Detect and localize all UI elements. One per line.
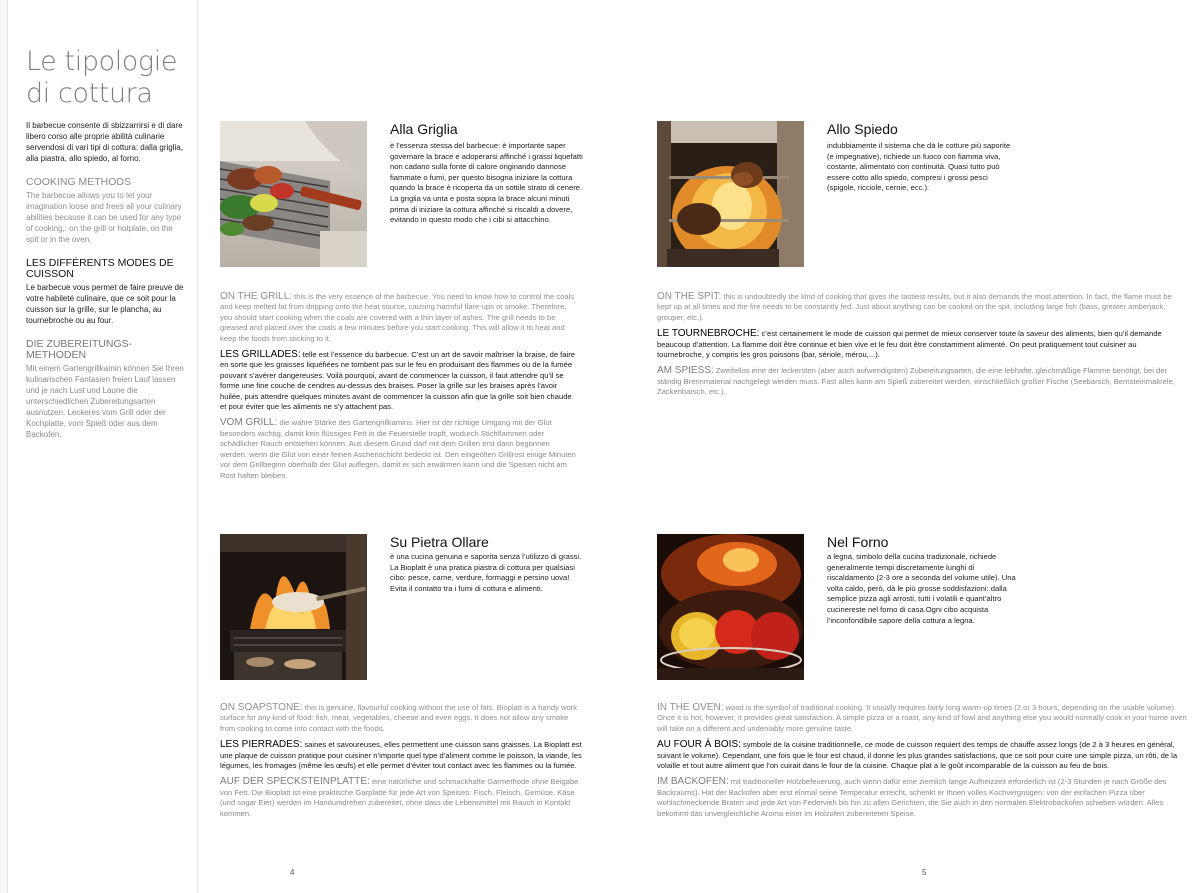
soapstone-german-text: eine natürliche und schmackhafte Garmethode ohne Beigabe von Fett. Die Bioplatt ist eine praktische Garplatte für jede Art von Speisen: Fisch, Fleisch, Gemüse, Käse (und sogar Eier) werden im Handumdrehen zubereitet, ohne dass die Lebensmittel mit Rauch in Kontakt kommen. — [220, 777, 579, 818]
intro-french — [26, 258, 186, 326]
oven-french-text: symbole de la cuisine traditionnelle, ce mode de cuisson requiert des temps de chauffe assez longs (de 2 à 3 heures en général, suivant le volume). Cependant, une fois que le four est chaud, il donne les plus grandes satisfactions, que ce soit pour cuire une simple pizza, un rôti, de la volaille et tout autre aliment que l’on cuirait dans le four de la cuisine. Chaque plat a le goût incomparable de la cuisson au feu de bois. — [657, 740, 1178, 771]
spit-italian-text: indubbiamente il sistema che dà le cotture più saporite (e impegnative), richiede un fuoco con fiamma viva, costante, alimentato con continuità. Quasi tutto può essere cotto allo spiedo, compresi i grossi pesci (spigole, ricciole, cernie, ecc.). — [827, 141, 1011, 193]
intro-italian: Il barbecue consente di sbizzarrirsi e di dare libero corso alle proprie abilità culinarie servendosi di vari tipi di cottura: dalla griglia, alla piastra, allo spiedo, al forno. — [26, 121, 183, 163]
soapstone-french — [220, 740, 582, 771]
intro-german-heading: DIE ZUBEREITUNGS-METHODEN — [26, 338, 133, 361]
oven-english-text: wood is the symbol of traditional cooking. It usually requires fairly long warm-up times (2 or 3 hours, depending on the usable volume). Once it is hot, however, it provides great satisfaction. A simple pizza or a roast, any kind of fowl and anything else you would normally cook in your home oven will take on a different and undeniably more genuine taste. — [657, 703, 1187, 733]
grill-photo — [220, 121, 367, 267]
intro-german-text: Mit einem Gartengrillkamin können Sie Ihren kulinarischen Fantasien freien Lauf lassen und je nach Lust und Laune die unterschiedlichen Zubereitungsarten ausnutzen: Leckeres vom Grill oder der Kochplatte, vom Spieß oder aus dem Backofen. — [26, 364, 184, 439]
oven-german — [657, 777, 1189, 819]
oven-german-text: mit traditioneller Holzbefeuerung, auch wenn dafür eine ziemlich lange Aufheizzeit erforderlich ist (2-3 Stunden je nach Größe des Backraums). Hat der Backofen aber erst einmal seine Temperatur erreicht, schenkt er Ihnen volles Kochvergnügen: von der einfachen Pizza über wohlschmeckende Braten und jede Art von Federvieh bis hin zu allen Gerichten, die Sie auch in den normalen Elektrobackofen schieben würden. Alles bekommt das unvergleichliche Aroma einer im Holzofen zubereiteten Speise. — [657, 777, 1167, 818]
oven-title: Nel Forno — [827, 534, 889, 550]
grill-english-label: ON THE GRILL: — [220, 291, 293, 302]
spit-title: Allo Spiedo — [827, 121, 898, 137]
grill-german-text: die wahre Stärke des Gartengrillkamins. Hier ist der richtige Umgang mit der Glut besonders wichtig, damit kein flüssiges Fett in die Feuerstelle tropft, wodurch Stichflammen oder schädlicher Rauch entstehen können. Aus diesem Grund darf mit dem Grillen erst dann begonnen werden, wenn die Glut von einer feinen Aschenschicht bedeckt ist. Den eingeölten Grillrost einige Minuten vor dem Grillbeginn oberhalb der Glut auflegen, damit er sich erwärmen kann und die Speisen nicht am Rost haften bleiben. — [220, 418, 576, 480]
grill-french — [220, 350, 578, 412]
intro-french-text: Le barbecue vous permet de faire preuve de votre habileté culinaire, que ce soit pour la cuisson sur la grille, sur le plancha, au tournebroche ou au four. — [26, 283, 184, 325]
intro-german — [26, 339, 186, 440]
oven-french-label: AU FOUR À BOIS: — [657, 739, 741, 751]
oven-english — [657, 703, 1189, 734]
spit-english — [657, 292, 1183, 323]
soapstone-french-label: LES PIERRADES: — [220, 739, 303, 751]
page-number-left: 4 — [290, 868, 295, 877]
soapstone-german — [220, 777, 582, 819]
page-divider — [197, 0, 198, 893]
spit-photo — [657, 121, 804, 267]
intro-english-text: The barbecue allows you to let your imagination loose and frees all your culinary abilities because it can be used for any type of cooking,: on the grill or hotplate, on the spit or in the oven. — [26, 191, 182, 244]
soapstone-english — [220, 703, 582, 734]
grill-german-label: VOM GRILL: — [220, 417, 278, 429]
oven-photo — [657, 534, 804, 680]
spit-german — [657, 366, 1183, 397]
grill-french-label: LES GRILLADES: — [220, 349, 301, 361]
grill-english — [220, 292, 578, 344]
soapstone-german-label: AUF DER SPECKSTEINPLATTE: — [220, 776, 370, 788]
grill-italian-text: è l’essenza stessa del barbecue: è importante saper governare la brace e adoperarsi affinché i grassi liquefatti non cadano sulla fonte di calore originando dannose fiammate o fumi, per questo bisogna iniziare la cottura quando la brace è ricoperta da un sottile strato di cenere. La griglia va unta e posta sopra la brace alcuni minuti prima di iniziare la cottura affinché si riscaldi a dovere, evitando in questo modo che i cibi si attacchino. — [390, 141, 583, 225]
oven-english-label: IN THE OVEN: — [657, 702, 724, 713]
grill-german — [220, 418, 578, 480]
page-number-right: 5 — [922, 868, 927, 877]
intro-english-heading: COOKING METHODS — [26, 176, 132, 188]
soapstone-english-text: this is genuine, flavourful cooking without the use of fats. Bioplatt is a handy work surface for any kind of food: fish, meat, vegetables, cheese and even eggs. It does not allow any smoke from cooking to come into contact with the foods. — [220, 703, 577, 733]
spit-german-text: Zweifellos eine der leckersten (aber auch aufwendigsten) Zubereitungsarten, die eine lebhafte, gleichmäßige Flamme benötigt, bei der ständig Brennmaterial nachgelegt werden muss. Fast alles kann am Spieß zubereitet werden, einschließlich großer Fische (Seebarsch, Bernsteinmakrele, Zackenbarsch, etc.). — [657, 366, 1175, 397]
page-title: Le tipologie di cottura — [26, 46, 178, 109]
oven-italian-text: a legna, simbolo della cucina tradizionale, richiede generalmente tempi discretamente lunghi di riscaldamento (2-3 ore a seconda del volume utile). Una volta caldo, però, dà le più grosse soddisfazioni: dalla semplice pizza agli arrosti, tutti i volatili e quant’altro cucinereste nel forno di casa.Ogni cibo acquista l’inconfondibile sapore della cottura a legna. — [827, 552, 1016, 625]
grill-english-text: this is the very essence of the barbecue. You need to know how to control the coals and keep melted fat from dripping onto the heat source, causing harmful flare-ups or smoke. Therefore, you should start cooking when the coals are covered with a thin layer of ashes. The grill needs to be greased and placed over the coals a few minutes before you start cooking. This will allow it to heat and keep the foods from sticking to it. — [220, 292, 575, 343]
spit-french-text: c’est certainement le mode de cuisson qui permet de mieux conserver toute la saveur des aliments, bien qu’il demande beaucoup d’attention. La flamme doit être continue et bien vive et le feu doit être constamment alimenté. On peut pratiquement tout cuisiner au tournebroche, y compris les gros poissons (bar, sériole, mérou,...). — [657, 329, 1162, 360]
spit-translations — [657, 292, 1183, 404]
soapstone-translations — [220, 703, 582, 825]
soapstone-photo — [220, 534, 367, 680]
intro-column — [26, 120, 186, 440]
oven-german-label: IM BACKOFEN: — [657, 776, 729, 788]
oven-translations — [657, 703, 1189, 825]
grill-title: Alla Griglia — [390, 121, 458, 137]
spit-english-text: this is undoubtedly the kind of cooking that gives the tastiest results, but it also demands the most attention. In fact, the flame must be kept up at all times and the fire needs to be constantly fed. Just about anything can be cooked on the spit, including large fish (bass, greater amberjack, grouper, etc.). — [657, 292, 1172, 322]
intro-french-heading: LES DIFFÉRENTS MODES DE CUISSON — [26, 257, 174, 280]
soapstone-title: Su Pietra Ollare — [390, 534, 489, 550]
intro-english — [26, 177, 186, 245]
spit-english-label: ON THE SPIT: — [657, 291, 722, 302]
sidebar-edge — [0, 0, 8, 893]
oven-french — [657, 740, 1189, 771]
spit-french — [657, 329, 1183, 360]
grill-translations — [220, 292, 578, 487]
soapstone-italian-text: è una cucina genuina e saporita senza l’utilizzo di grassi. La Bioplatt è una pratica piastra di cottura per qualsiasi cibo: pesce, carne, verdure, formaggi e persino uova! Evita il contatto tra i fumi di cottura e alimenti. — [390, 552, 582, 593]
soapstone-english-label: ON SOAPSTONE: — [220, 702, 303, 713]
spit-german-label: AM SPIESS: — [657, 365, 714, 377]
grill-french-text: telle est l’essence du barbecue. C’est un art de savoir maîtriser la braise, de faire en sorte que les graisses liquéfiées ne tombent pas sur le feu en produisant des flammes ou de la fumée pouvant s’avérer dangereuses. Voilà pourquoi, avant de commencer la cuisson, il faut attendre qu’il se forme une fine couche de cendres au-dessus des braises. Poser la grille sur les braises après l’avoir huilée, puis attendre quelques minutes avant de commencer la cuisson afin que la grille soit bien chaude et pour éviter que les aliments ne s’y attachent pas. — [220, 350, 575, 412]
spit-french-label: LE TOURNEBROCHE: — [657, 328, 760, 340]
soapstone-french-text: saines et savoureuses, elles permettent une cuisson sans graisses. La Bioplatt est une plaque de cuisson pratique pour cuisiner n’importe quel type d’aliment comme le poisson, la viande, les légumes, les fromages (même les œufs) et elle permet d’éviter tout contact avec les flammes ou la fumée. — [220, 740, 582, 771]
